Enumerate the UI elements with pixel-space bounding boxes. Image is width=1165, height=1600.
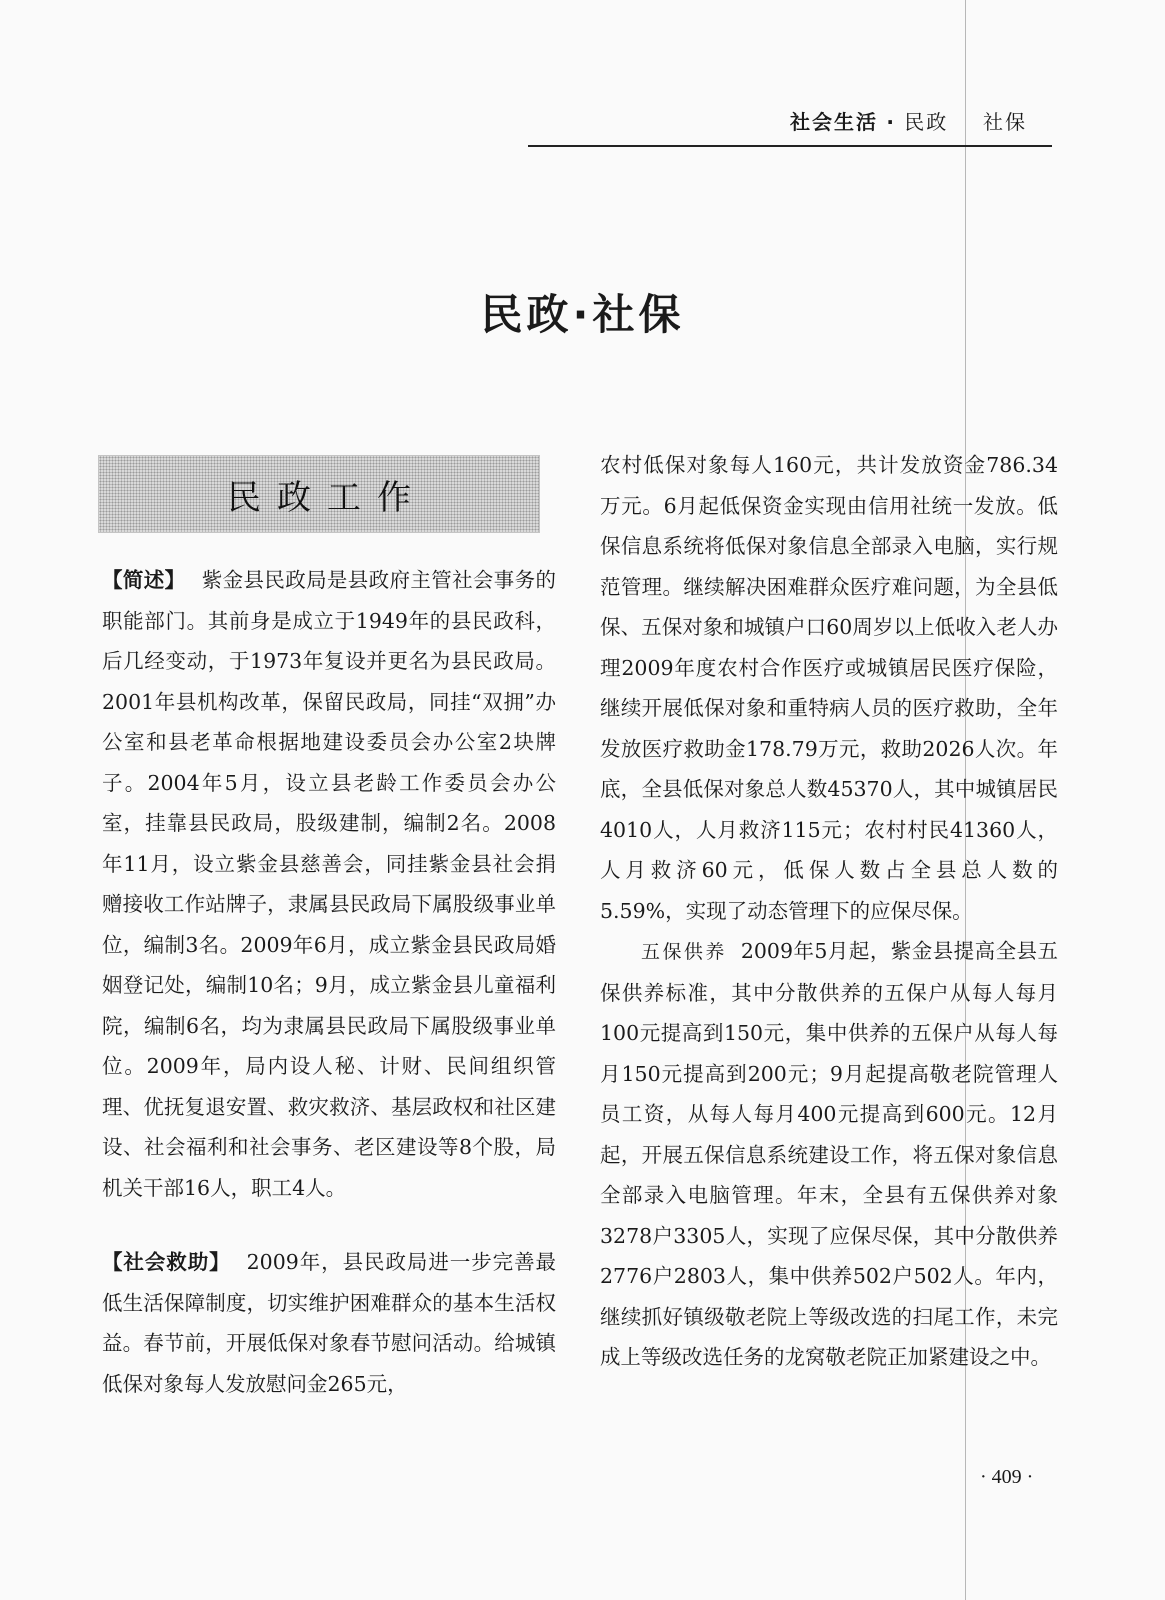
section-banner-title: 民政工作 xyxy=(227,477,427,518)
overview-text: 紫金县民政局是县政府主管社会事务的职能部门。其前身是成立于1949年的县民政科，后几经变动，于1973年复设并更名为县民政局。2001年县机构改革，保留民政局，同挂“双拥”办公室和县老革命根据地建设委员会办公室2块牌子。2004年5月，设立县老龄工作委员会办公室，挂靠县民政局，股级建制，编制2名。2008年11月，设立紫金县慈善会，同挂紫金县社会捐赠接收工作站牌子，隶属县民政局下属股级事业单位，编制3名。2009年6月，成立紫金县民政局婚姻登记处，编制10名；9月，成立紫金县儿童福利院，编制6名，均为隶属县民政局下属股级事业单位。2009年，局内设人秘、计财、民间组织管理、优抚复退安置、救灾救济、基层政权和社区建设、社会福利和社会事务、老区建设等8个股，局机关干部16人，职工4人。 xyxy=(102,568,557,1200)
right-column xyxy=(600,445,1058,1378)
overview-paragraph xyxy=(102,560,556,1208)
header-rule xyxy=(528,145,1052,147)
section-banner xyxy=(98,455,540,533)
five-guarantee-text: 2009年5月起，紫金县提高全县五保供养标准，其中分散供养的五保户从每人每月100元提高到150元，集中供养的五保户从每人每月150元提高到200元；9月起提高敬老院管理人员工资，从每人每月400元提高到600元。12月起，开展五保信息系统建设工作，将五保对象信息全部录入电脑管理。年末，全县有五保供养对象3278户3305人，实现了应保尽保，其中分散供养2776户2803人，集中供养502户502人。年内，继续抓好镇级敬老院上等级改选的扫尾工作，未完成上等级改选任务的龙窝敬老院正加紧建设之中。 xyxy=(600,939,1058,1369)
left-column xyxy=(102,560,556,1404)
running-head-dot: · xyxy=(886,110,896,134)
running-head-part1: 民政 xyxy=(904,110,949,134)
running-head-part2: 社保 xyxy=(983,110,1027,134)
overview-tag: 【简述】 xyxy=(102,568,186,592)
social-assistance-paragraph xyxy=(102,1242,556,1404)
page-number: · 409 · xyxy=(980,1466,1034,1488)
low-income-paragraph: 农村低保对象每人160元，共计发放资金786.34万元。6月起低保资金实现由信用社统一发放。低保信息系统将低保对象信息全部录入电脑，实行规范管理。继续解决困难群众医疗难问题，为全县低保、五保对象和城镇户口60周岁以上低收入老人办理2009年度农村合作医疗或城镇居民医疗保险，继续开展低保对象和重特病人员的医疗救助，全年发放医疗救助金178.79万元，救助2026人次。年底，全县低保对象总人数45370人，其中城镇居民4010人，人月救济115元；农村村民41360人，人月救济60元，低保人数占全县总人数的5.59%，实现了动态管理下的应保尽保。 xyxy=(600,453,1058,923)
running-head-section: 社会生活 xyxy=(789,110,878,134)
chapter-title: 民政·社保 xyxy=(480,290,685,339)
running-head xyxy=(790,106,1027,135)
social-assistance-text: 2009年，县民政局进一步完善最低生活保障制度，切实维护困难群众的基本生活权益。春节前，开展低保对象春节慰问活动。给城镇低保对象每人发放慰问金265元， xyxy=(102,1250,556,1396)
five-guarantee-paragraph xyxy=(600,931,1058,1378)
five-guarantee-subhead: 五保供养 xyxy=(641,941,727,963)
social-assistance-tag: 【社会救助】 xyxy=(102,1250,231,1274)
